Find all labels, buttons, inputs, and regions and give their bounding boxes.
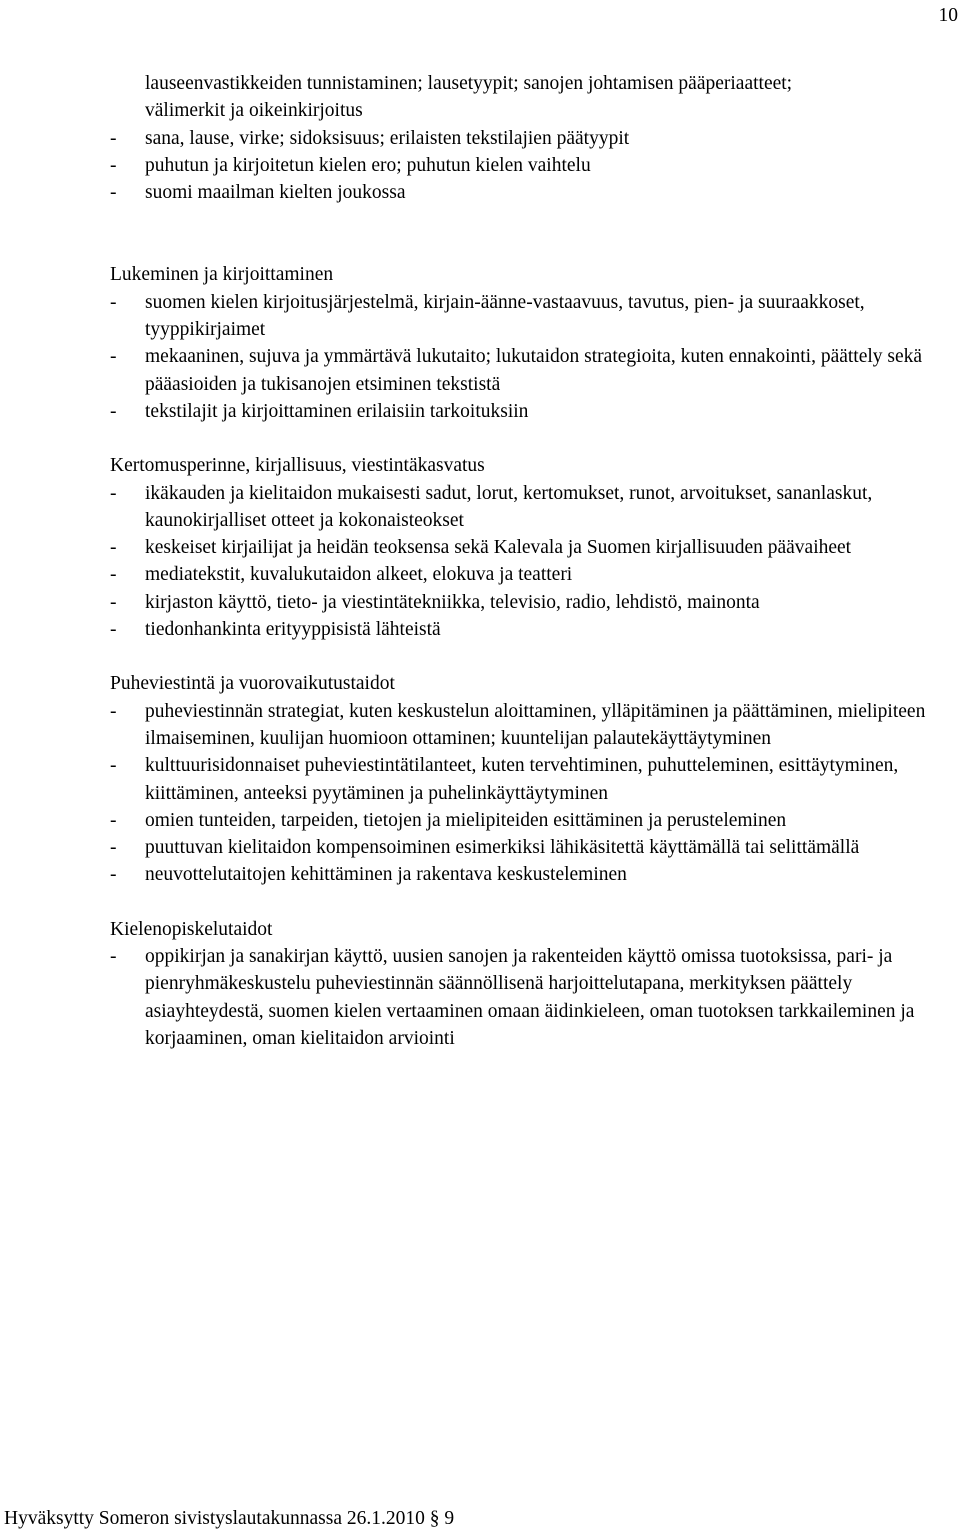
bullet-dash: - [110,346,117,368]
bullet-dash: - [110,946,117,968]
list-item [0,807,950,834]
bullet-dash: - [110,755,117,777]
bullet-dash: - [110,127,117,149]
list-item [0,943,950,1052]
list-item [0,480,950,535]
section-heading: Puheviestintä ja vuorovaikutustaidot [110,673,395,695]
bullet-dash: - [110,182,117,204]
list-item [0,534,950,561]
list-item-text: ikäkauden ja kielitaidon mukaisesti sadut, lorut, kertomukset, runot, arvoitukset, sananlaskut, kaunokirjalliset otteet ja kokonaisteokset [145,482,873,531]
list-item-text: puheviestinnän strategiat, kuten keskustelun aloittaminen, ylläpitäminen ja päättäminen, mielipiteen ilmaiseminen, kuulijan huomioon ottaminen; kuuntelijan palautekäyttäytyminen [145,700,926,749]
bullet-dash: - [110,619,117,641]
bullet-dash: - [110,591,117,613]
intro-line: välimerkit ja oikeinkirjoitus [145,100,363,122]
list-item-text: keskeiset kirjailijat ja heidän teoksensa sekä Kalevala ja Suomen kirjallisuuden päävaiheet [145,537,852,559]
section-heading: Kielenopiskelutaidot [110,918,273,940]
intro-line: lauseenvastikkeiden tunnistaminen; lausetyypit; sanojen johtamisen pääperiaatteet; [145,73,793,94]
list-item [0,179,950,206]
bullet-dash: - [110,564,117,586]
bullet-dash: - [110,482,117,504]
list-item-text: suomi maailman kielten joukossa [145,182,406,204]
list-item [0,398,950,425]
bullet-dash: - [110,154,117,176]
bullet-dash: - [110,400,117,422]
list-item-text: kirjaston käyttö, tieto- ja viestintätekniikka, televisio, radio, lehdistö, mainonta [145,591,760,613]
section-kielenopiskelu [0,916,960,1052]
page-number: 10 [938,5,958,26]
intro-list [0,125,960,207]
bullet-dash: - [110,837,117,859]
list-item-text: mekaaninen, sujuva ja ymmärtävä lukutaito; lukutaidon strategioita, kuten ennakointi, päättely sekä pääasioiden ja tukisanojen etsiminen tekstistä [145,346,923,395]
list-item [0,343,950,398]
list-item-text: tekstilajit ja kirjoittaminen erilaisiin tarkoituksiin [145,400,529,422]
list-item [0,861,950,888]
list-item-text: oppikirjan ja sanakirjan käyttö, uusien sanojen ja rakenteiden käyttö omissa tuotoksissa, pari- ja pienryhmäkeskustelu puheviestinnän säännöllisenä harjoittelutapana, merkityksen päättely asiayhteydestä, suomen kielen vertaaminen omaan äidinkieleen, oman tuotoksen tarkkaileminen ja korjaaminen, oman kielitaidon arviointi [145,946,915,1049]
section-lukeminen [0,261,960,425]
list-item [0,289,950,344]
section-heading: Lukeminen ja kirjoittaminen [110,264,334,286]
list-item-text: suomen kielen kirjoitusjärjestelmä, kirjain-äänne-vastaavuus, tavutus, pien- ja suuraakkoset, tyyppikirjaimet [145,291,865,341]
intro-paragraph [145,70,950,125]
list-item [0,561,950,588]
bullet-dash: - [110,700,117,722]
list-item-text: mediatekstit, kuvalukutaidon alkeet, elokuva ja teatteri [145,564,573,586]
bullet-dash: - [110,864,117,886]
section-heading: Kertomusperinne, kirjallisuus, viestintäkasvatus [110,455,485,477]
list-item-text: sana, lause, virke; sidoksisuus; erilaisten tekstilajien päätyypit [145,127,630,149]
list-item [0,752,950,807]
list-item-text: kulttuurisidonnaiset puheviestintätilanteet, kuten tervehtiminen, puhutteleminen, esittäytyminen, kiittäminen, anteeksi pyytäminen ja puhelinkäyttäytyminen [145,755,899,804]
list-item-text: puuttuvan kielitaidon kompensoiminen esimerkiksi lähikäsitettä käyttämällä tai selittämällä [145,837,860,859]
section-list [0,480,960,644]
section-puheviestinta [0,670,960,888]
list-item-text: omien tunteiden, tarpeiden, tietojen ja mielipiteiden esittäminen ja perusteleminen [145,809,787,831]
list-item-text: neuvottelutaitojen kehittäminen ja rakentava keskusteleminen [145,864,627,886]
list-item [0,152,950,179]
document-body [0,70,960,1052]
list-item-text: tiedonhankinta erityyppisistä lähteistä [145,619,441,641]
list-item [0,616,950,643]
section-list [0,698,960,889]
footer-approval-note: Hyväksytty Someron sivistyslautakunnassa 26.1.2010 § 9 [4,1508,455,1529]
section-list [0,289,960,425]
bullet-dash: - [110,291,117,313]
list-item [0,834,950,861]
section-kertomusperinne [0,452,960,643]
list-item [0,698,950,753]
section-list [0,943,960,1052]
bullet-dash: - [110,537,117,559]
bullet-dash: - [110,809,117,831]
list-item-text: puhutun ja kirjoitetun kielen ero; puhutun kielen vaihtelu [145,154,591,176]
list-item [0,589,950,616]
list-item [0,125,950,152]
